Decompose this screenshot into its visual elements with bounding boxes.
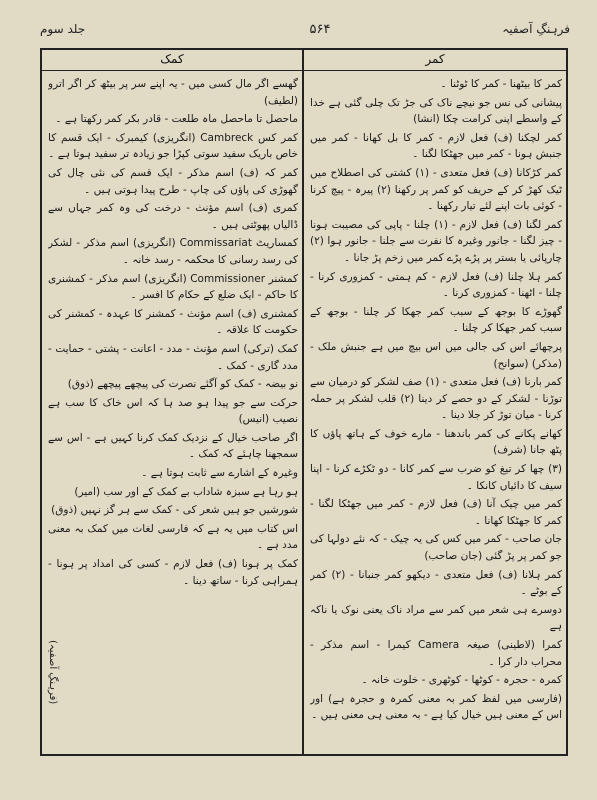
book-title: فرہنگِ آصفیہ bbox=[502, 22, 570, 36]
handwritten-margin-note: (فرہنگِ آصفیہ) bbox=[47, 640, 58, 705]
dictionary-entry: کمر لگنا (ف) فعل لازم - (۱) چلنا - پاپی کی مصیبت ہونا - چیز لگنا - جانور وغیرہ کا نفرت سے جلنا - جانور ہوا (۲) چارپائی یا بستر پر پڑے پڑے کمر میں زخم پڑ جانا ۔ bbox=[310, 218, 562, 264]
dictionary-entry: کمک پر ہونا (ف) فعل لازم - کسی کی امداد پر ہونا - ہمراہی کرنا - ساتھ دینا ۔ bbox=[48, 558, 298, 587]
dictionary-entry: کمرا (لاطینی) صیغہ Camera کیمرا - اسم مذکر - محراب دار کرا ۔ bbox=[310, 639, 562, 668]
left-column bbox=[48, 76, 298, 748]
dictionary-entry: کمر میں چیک آنا (ف) فعل لازم - کمر میں جھٹکا لگنا - کمر کا جھٹکا کھانا ۔ bbox=[310, 498, 562, 527]
dictionary-entry: کمر کس Cambreck (انگریزی) کیمبرک - ایک قسم کا خاص باریک سفید سوتی کپڑا جو زیادہ تر سفید ہوتا ہے ۔ bbox=[48, 131, 298, 161]
dictionary-entry: کمری (ف) اسم مؤنث - درخت کی وہ کمر جہاں سے ڈالیاں پھوٹتی ہیں ۔ bbox=[48, 202, 298, 231]
dictionary-entry: حرکت سے جو پیدا ہو صد ہا کہ اس خاک کا سب ہے نصیب (انیس) bbox=[48, 396, 298, 426]
dictionary-entry: کمر کہ (ف) اسم مذکر - ایک قسم کی نئی چال کی گھوڑی کی پاؤں کی چاپ - طرح پیدا ہوتی ہیں ۔ bbox=[48, 166, 298, 196]
dictionary-entry: اس کتاب میں یہ ہے کہ فارسی لغات میں کمک بہ معنی مدد ہے ۔ bbox=[48, 522, 298, 552]
dictionary-entry: ماحصل تا ماحصل ماہ طلعت - قادر بکر کمر رکھتا ہے ۔ bbox=[55, 113, 298, 126]
page-frame bbox=[40, 48, 568, 756]
dictionary-entry: گھسے اگر مال کسی میں - یہ اپنے سر پر بیٹھ کر اگر اترو (لطیف) bbox=[48, 78, 298, 107]
dictionary-entry: وغیرہ کے اشارے سے ثابت ہوتا ہے ۔ bbox=[141, 467, 298, 480]
dictionary-entry: جان صاحب - کمر میں کس کی یہ چیک - کہ نئے دولہا کی جو کمر پر پڑ گئی (جان صاحب) bbox=[310, 533, 562, 563]
dictionary-entry: کمشنر Commissioner (انگریزی) اسم مذکر - کمشنری کا حاکم - ایک ضلع کے حکام کا افسر ۔ bbox=[48, 272, 298, 302]
dictionary-entry: ہو رہا ہے سبزہ شاداب بے کمک کے اور سب (امیر) bbox=[74, 485, 298, 498]
dictionary-entry: پرچھائے اس کی جالی میں اس بیچ میں ہے جنبش ملک - (مذکر) (سوانح) bbox=[310, 340, 562, 370]
dictionary-entry: کمرہ - حجرہ - کوٹھا - کوٹھری - خلوت خانہ ۔ bbox=[361, 674, 562, 687]
volume-label: جلد سوم bbox=[40, 22, 86, 36]
right-column-heading: کمر bbox=[304, 52, 566, 71]
dictionary-entry: اگر صاحب خیال کے نزدیک کمک کرنا کہیں ہے - اس سے سمجھنا چاہئے کہ کمک ۔ bbox=[48, 431, 298, 461]
page-header bbox=[40, 16, 570, 44]
page-number: ۵۶۴ bbox=[309, 22, 331, 37]
dictionary-entry: (۳) چھا کر تیغ کو ضرب سے کمر کانا - دو ٹکڑے کرنا - اپنا سیف کا دائیاں کانکا ۔ bbox=[310, 463, 562, 492]
dictionary-entry: نو بیضہ - کمک کو آگئے نصرت کی پیچھے پیچھے (ذوق) bbox=[67, 378, 298, 391]
dictionary-entry: گھوڑے کا بوجھ کے سبب کمر جھکا کر چلنا - بوجھ کے سبب کمر جھکا کر چلنا ۔ bbox=[310, 305, 562, 335]
dictionary-entry: کمر ہلانا (ف) فعل متعدی - دیکھو کمر جنبانا - (۲) کمر کے بوٹے ۔ bbox=[310, 568, 562, 598]
dictionary-entry: دوسرے ہی شعر میں کمر سے مراد ناک یعنی نوک یا ناکہ ہے bbox=[310, 603, 562, 633]
dictionary-entry: کمک (ترکی) اسم مؤنث - مدد - اعانت - پشتی - حمایت - مدد گاری - کمک ۔ bbox=[48, 342, 298, 372]
dictionary-entry: شورشیں جو ہیں شعر کی - کمک سے ہر گز نہیں (ذوق) bbox=[51, 504, 298, 517]
dictionary-entry: کمر ہلا چلنا (ف) فعل لازم - کم ہمتی - کمزوری کرنا - چلنا - اٹھنا - کمزوری کرنا ۔ bbox=[310, 270, 562, 300]
left-column-heading: کمک bbox=[42, 52, 302, 71]
dictionary-entry: کمر لچکنا (ف) فعل لازم - کمر کا بل کھانا - کمر میں جنبش ہونا - کمر میں جھٹکا لگنا ۔ bbox=[310, 131, 562, 161]
dictionary-entry: کمر بارنا (ف) فعل متعدی - (۱) صف لشکر کو درمیان سے توڑنا - لشکر کے دو حصے کر دینا (۲) قلب لشکر پر حملہ کرنا - میان توڑ کر جلا دینا ۔ bbox=[310, 376, 562, 422]
dictionary-entry: کمر کا بیٹھنا - کمر کا ٹوٹنا ۔ bbox=[440, 78, 562, 90]
right-column bbox=[310, 76, 562, 748]
dictionary-entry: پیشانی کی نس جو نیچے ناک کی جڑ تک چلی گئی ہے خدا کے واسطے اپنی کرامت چکا (انشا) bbox=[310, 96, 562, 126]
dictionary-entry: کمر کڑکانا (ف) فعل متعدی - (۱) کشتی کی اصطلاح میں ٹیک کھڑ کر کے حریف کو کمر پر رکھنا (۲) پیرہ - پیچ کرنا - کوئی بات اپنے لئے تیار رکھنا ۔ bbox=[310, 166, 562, 213]
dictionary-entry: (فارسی میں لفظ کمر بہ معنی کمرہ و حجرہ ہے) اور اس کے معنی ہیں خیال کیا ہے - بہ معنی ہی معنی ہیں ۔ bbox=[310, 692, 562, 722]
dictionary-entry: کمشنری (ف) اسم مؤنث - کمشنر کا عہدہ - کمشنر کی حکومت کا علاقہ ۔ bbox=[48, 307, 298, 337]
dictionary-entry: کمساریٹ Commissariat (انگریزی) اسم مذکر - لشکر کی رسد رسانی کا محکمہ - رسد خانہ ۔ bbox=[48, 237, 298, 266]
dictionary-entry: کھانے پکانے کی کمر باندھنا - مارے خوف کے ہاتھ پاؤں کا پٹھ جانا (شرف) bbox=[310, 427, 562, 457]
